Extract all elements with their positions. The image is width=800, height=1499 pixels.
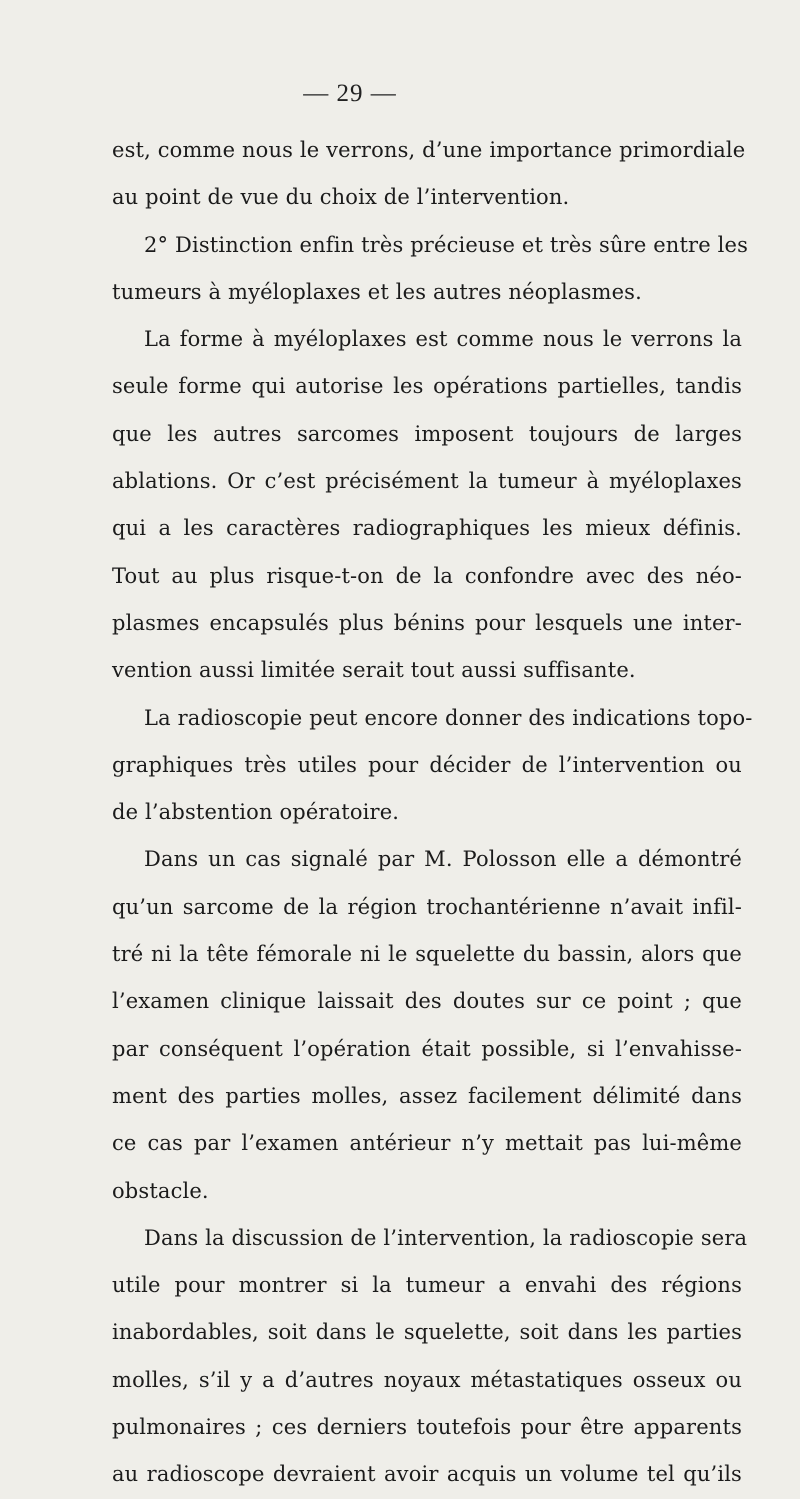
text-line: que les autres sarcomes imposent toujours de larges xyxy=(112,421,742,446)
text-line: utile pour montrer si la tumeur a envahi des régions xyxy=(112,1273,742,1298)
text-line: de l’abstention opératoire. xyxy=(112,800,400,825)
text-line: vention aussi limitée serait tout aussi suffisante. xyxy=(112,658,636,683)
text-line: Tout au plus risque-t-on de la confondre avec des néo- xyxy=(112,563,742,588)
text-line: qu’un sarcome de la région trochantérienne n’avait infil- xyxy=(112,894,742,919)
text-line: La radioscopie peut encore donner des indications topo- xyxy=(144,705,753,730)
text-line: par conséquent l’opération était possible, si l’envahisse- xyxy=(112,1036,742,1061)
text-line: ment des parties molles, assez facilement délimité dans xyxy=(112,1083,742,1108)
text-line: pulmonaires ; ces derniers toutefois pour être apparents xyxy=(112,1415,742,1440)
text-line: seule forme qui autorise les opérations partielles, tandis xyxy=(112,374,742,399)
text-line: Dans la discussion de l’intervention, la radioscopie sera xyxy=(144,1225,748,1250)
text-line: plasmes encapsulés plus bénins pour lesquels une inter- xyxy=(112,610,742,635)
text-line: au point de vue du choix de l’intervention. xyxy=(112,185,570,210)
text-line: molles, s’il y a d’autres noyaux métastatiques osseux ou xyxy=(112,1367,742,1392)
text-line: La forme à myéloplaxes est comme nous le verrons la xyxy=(144,327,742,352)
text-line: 2° Distinction enfin très précieuse et très sûre entre les xyxy=(144,232,749,257)
text-line: l’examen clinique laissait des doutes sur ce point ; que xyxy=(112,989,742,1014)
text-line: est, comme nous le verrons, d’une importance primordiale xyxy=(112,138,746,162)
text-line: obstacle. xyxy=(112,1178,209,1203)
text-line: au radioscope devraient avoir acquis un volume tel qu’ils xyxy=(112,1462,742,1487)
page-number: — 29 — xyxy=(303,80,397,107)
text-line: ce cas par l’examen antérieur n’y mettait pas lui-même xyxy=(112,1131,742,1156)
body-text xyxy=(112,127,753,1499)
text-line: Dans un cas signalé par M. Polosson elle a démontré xyxy=(144,847,742,872)
text-line: graphiques très utiles pour décider de l’intervention ou xyxy=(112,752,742,777)
text-line: tré ni la tête fémorale ni le squelette du bassin, alors que xyxy=(112,942,742,967)
text-line: inabordables, soit dans le squelette, soit dans les parties xyxy=(112,1320,742,1345)
text-line: tumeurs à myéloplaxes et les autres néoplasmes. xyxy=(112,279,642,304)
text-line: qui a les caractères radiographiques les mieux définis. xyxy=(112,516,742,541)
text-line: ablations. Or c’est précisément la tumeur à myéloplaxes xyxy=(112,469,742,494)
